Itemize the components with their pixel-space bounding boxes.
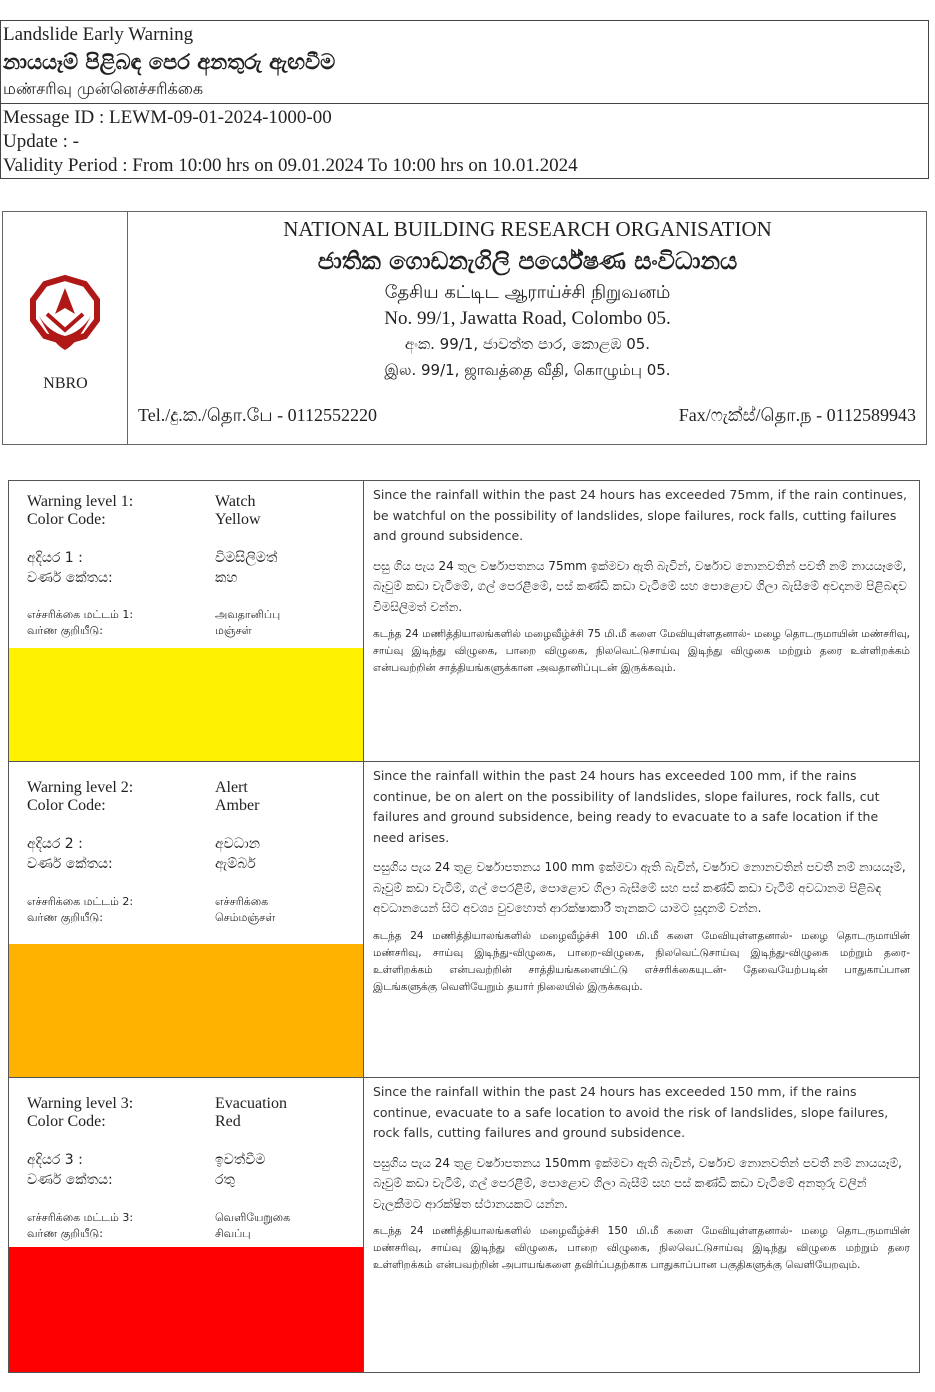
color-swatch-amber — [9, 944, 363, 1077]
description-si: පසුගිය පැය 24 තුළ වර්ෂාපතනය 100 mm ඉක්මවා ඇති බැවින්, වර්ෂාව නොනවතින් පවතී නම් නායයෑම්, බෑවුම් කඩා වැටීම්, ගල් පෙරළීම්, පොළොව ගිලා බැසීමේ සහ පස් කණ්ඩි කඩා වැටීම් අවධානම පිළිබඳ අවධානයෙන් සිට අවශ්‍ය වුවහොත් ආරක්ෂාකාරී තැනකට යාමට සූදානම් වන්න. — [373, 860, 906, 915]
color-swatch-red — [9, 1247, 363, 1372]
level-en: Warning level 1: — [27, 493, 134, 510]
fax: Fax/ෆැක්ස්/தொ.ந - 0112589943 — [678, 405, 916, 425]
org-name-tamil: தேசிய கட்டிட ஆராய்ச்சி நிறுவனம் — [384, 282, 671, 303]
description-ta: கடந்த 24 மணித்தியாலங்களில் மழைவீழ்ச்சி 75 மி.மீ களை மேவியுள்ளதனால்- மழை தொடருமாயின் மண்சரிவு, சாய்வு இடிந்து விழுகை, பாறை விழுகை, நிலவெட்டுசாய்வு இடிந்து விழுகை மற்றும் தரை உள்ளிறக்கம் என்பவற்றின் சாத்தியங்களுக்கான அவதானிப்புடன் இருக்கவும். — [373, 628, 910, 674]
description-si: පසුගිය පැය 24 තුළ වර්ෂාපතනය 150mm ඉක්මවා ඇති බැවින්, වර්ෂාව නොනවතින් පවතී නම් නායයෑම්, බෑවුම් කඩා වැටීම්, ගල් පෙරළීම්, පොළොව ගිලා බැසීම් සහ පස් කණ්ඩි කඩා වැටීමේ අනතුරු වලින් වැලකීමට ආරක්ෂිත ස්ථානයකට යන්න. — [373, 1155, 902, 1211]
address-sinhala: අංක. 99/1, ජාවත්ත පාර, කොළඹ 05. — [404, 335, 651, 353]
level-en: Warning level 3: — [27, 1095, 134, 1112]
color-name-si: ඇම්බර් — [215, 856, 256, 872]
color-en: Color Code: — [27, 797, 106, 814]
color-en: Color Code: — [27, 1113, 106, 1130]
color-ta: வர்ண குறியீடு: — [27, 911, 103, 924]
address-english: No. 99/1, Jawatta Road, Colombo 05. — [384, 308, 671, 329]
level-si: අදියර 3 : — [27, 1152, 83, 1168]
color-name-ta: மஞ்சள் — [215, 624, 252, 637]
color-name-si: කහ — [215, 570, 238, 586]
color-name-si: රතු — [215, 1172, 235, 1188]
color-name-en: Yellow — [215, 511, 261, 528]
warning-level-row — [9, 762, 919, 1078]
update-line: Update : - — [3, 131, 79, 152]
level-name-ta: வெளியேறுகை — [215, 1211, 291, 1224]
color-name-en: Amber — [215, 797, 260, 814]
color-ta: வர்ண குறியீடு: — [27, 624, 103, 637]
org-name-english: NATIONAL BUILDING RESEARCH ORGANISATION — [283, 217, 772, 241]
organisation-box — [2, 211, 927, 445]
address-tamil: இல. 99/1, ஜாவத்தை வீதி, கொழும்பு 05. — [384, 361, 671, 379]
logo-cell — [3, 212, 128, 444]
warning-header — [0, 20, 929, 179]
description-si: පසු ගිය පැය 24 තුල වර්ෂාපතනය 75mm ඉක්මවා ඇති බැවින්, වර්ෂාව නොනවතින් පවතී නම් නායයෑමේ, බෑවුම් කඩා වැටීමේ, ගල් පෙරළීමේ, පස් කණ්ඩි කඩා වැටීමේ සහ පොළොව ගිලා බැසීමේ අවදානම පිළිබඳව විමසිලිමත් වන්න. — [373, 558, 907, 614]
color-ta: வர்ண குறியீடு: — [27, 1227, 103, 1240]
level-name-si: අවධාන — [215, 836, 261, 852]
title-sinhala: නායයෑම් පිළිබඳ පෙර අනතුරු ඇඟවීම — [3, 50, 336, 74]
level-label-cell — [9, 1078, 364, 1372]
description-ta: கடந்த 24 மணித்தியாலங்களில் மழைவீழ்ச்சி 150 மி.மீ களை மேவியுள்ளதனால்- மழை தொடருமாயின் மண்சரிவு, சாய்வு இடிந்து விழுகை, பாறை விழுகை, நிலவெட்டுசாய்வு இடிந்து விழுகை மற்றும் தரை உள்ளிறக்கம் என்பவற்றின் அபாயங்களை தவிர்ப்பதற்காக பாதுகாப்பான பகுதிகளுக்கு வெளியேறவும். — [373, 1225, 910, 1271]
color-si: වර්ණ කේතය: — [27, 856, 113, 872]
color-name-ta: சிவப்பு — [215, 1227, 251, 1240]
level-description-cell — [365, 762, 919, 1077]
title-tamil: மண்சரிவு முன்னெச்சரிக்கை — [3, 79, 204, 98]
level-name-ta: எச்சரிக்கை — [215, 895, 269, 908]
level-name-en: Watch — [215, 493, 256, 510]
warning-level-row — [9, 481, 919, 762]
header-divider — [1, 103, 928, 104]
warning-level-row — [9, 1078, 919, 1372]
level-si: අදියර 2 : — [27, 836, 83, 852]
level-name-si: විමසිලිමත් — [215, 550, 278, 566]
message-id: Message ID : LEWM-09-01-2024-1000-00 — [3, 107, 332, 128]
description-en: Since the rainfall within the past 24 hours has exceeded 100 mm, if the rains continue, be on alert on the possibility of landslides, slope failures, rock falls, cut failures and ground subsidence, being ready to evacuate to a safe location if the need arises. — [373, 768, 880, 845]
level-name-si: ඉවත්වීම — [215, 1152, 266, 1168]
level-ta: எச்சரிக்கை மட்டம் 1: — [27, 608, 134, 621]
title-english: Landslide Early Warning — [3, 24, 194, 45]
color-si: වර්ණ කේතය: — [27, 570, 113, 586]
color-si: වර්ණ කේතය: — [27, 1172, 113, 1188]
color-name-ta: செம்மஞ்சள் — [215, 911, 276, 924]
level-ta: எச்சரிக்கை மட்டம் 3: — [27, 1211, 134, 1224]
logo-text: NBRO — [43, 375, 88, 392]
warning-levels-table — [8, 480, 920, 1373]
level-description-cell — [365, 481, 919, 761]
level-name-en: Alert — [215, 779, 248, 796]
nbro-logo-icon — [25, 274, 105, 364]
level-description-cell — [365, 1078, 919, 1372]
level-name-ta: அவதானிப்பு — [215, 608, 281, 621]
telephone: Tel./දු.ක./தொ.பே - 0112552220 — [138, 405, 377, 425]
level-ta: எச்சரிக்கை மட்டம் 2: — [27, 895, 134, 908]
org-name-sinhala: ජාතික ගොඩනැගිලි පර්යේෂණ සංවිධානය — [317, 247, 738, 275]
level-label-cell — [9, 481, 364, 761]
description-en: Since the rainfall within the past 24 hours has exceeded 75mm, if the rain continues, be watchful on the possibility of landslides, slope failures, rock falls, cutting failures and ground subsidence. — [373, 487, 907, 543]
color-swatch-yellow — [9, 648, 363, 761]
level-name-en: Evacuation — [215, 1095, 287, 1112]
level-en: Warning level 2: — [27, 779, 134, 796]
level-label-cell — [9, 762, 364, 1077]
color-name-en: Red — [215, 1113, 241, 1130]
level-si: අදියර 1 : — [27, 550, 83, 566]
color-en: Color Code: — [27, 511, 106, 528]
description-en: Since the rainfall within the past 24 hours has exceeded 150 mm, if the rains continue, evacuate to a safe location to avoid the risk of landslides, slope failures, rock falls, cutting failures and ground subsidence. — [373, 1084, 889, 1140]
description-ta: கடந்த 24 மணித்தியாலங்களில் மழைவீழ்ச்சி 100 மி.மீ களை மேவியுள்ளதனால்- மழை தொடருமாயின் மண்சரிவு, சாய்வு இடிந்து-விழுகை, பாறை-விழுகை, நிலவெட்டுசாய்வு இடிந்து-விழுகை மற்றும் தரை-உள்ளிறக்கம் என்பவற்றின் சாத்தியங்களையிட்டு எச்சரிக்கையுடன்- தேவையேற்படின் பாதுகாப்பான இடங்களுக்கு வெளியேறும் தயார் நிலையில் இருக்கவும். — [373, 929, 910, 993]
validity-period: Validity Period : From 10:00 hrs on 09.01.2024 To 10:00 hrs on 10.01.2024 — [3, 155, 578, 176]
